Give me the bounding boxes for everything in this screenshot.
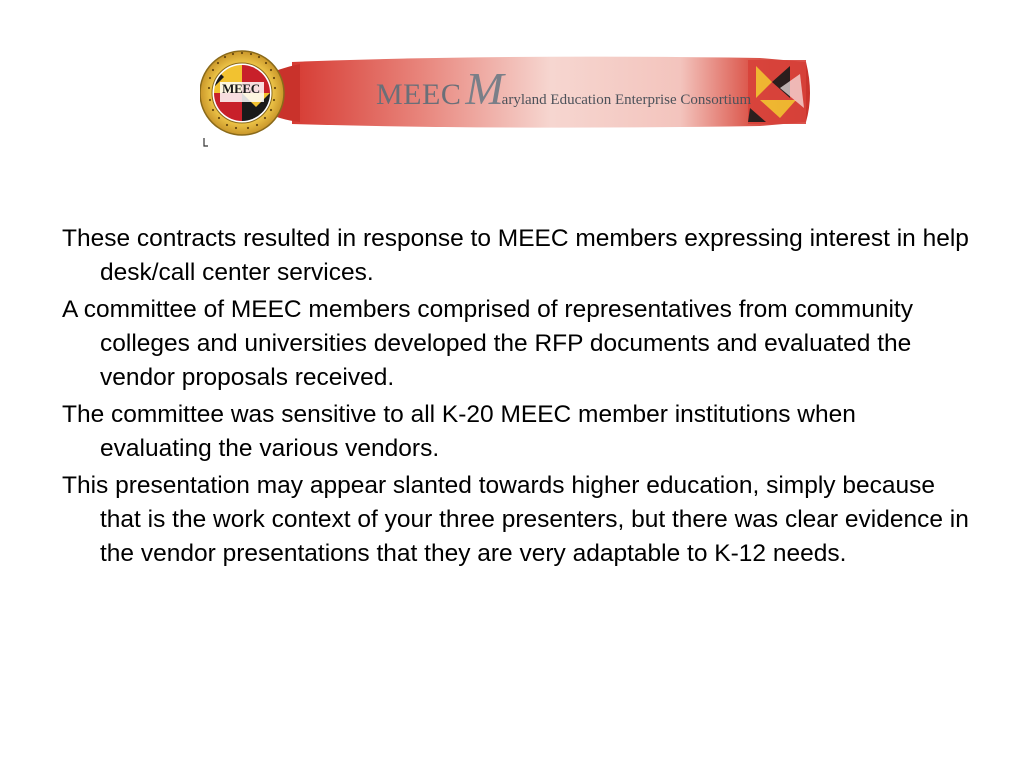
meec-banner (200, 38, 812, 148)
flag-pattern (748, 60, 806, 124)
banner-acronym: MEEC (376, 78, 462, 111)
slide-body (62, 222, 972, 574)
bullet-paragraph-4: This presentation may appear slanted towards higher education, simply because that is the work context of your three presenters, but there was clear evidence in the vendor presentations that they are very adaptable to K-12 needs. (62, 472, 969, 567)
banner-script-initial: M (465, 63, 504, 114)
seal-label: MEEC (222, 81, 260, 96)
banner-organization-name: aryland Education Enterprise Consortium (501, 92, 752, 108)
bullet-paragraph-2: A committee of MEEC members comprised of representatives from community colleges and universities developed the RFP documents and evaluated the vendor proposals received. (62, 296, 913, 391)
bullet-paragraph-3: The committee was sensitive to all K-20 MEEC member institutions when evaluating the various vendors. (62, 401, 856, 462)
bullet-paragraph-1: These contracts resulted in response to MEEC members expressing interest in help desk/call center services. (62, 225, 969, 286)
banner-title (376, 63, 752, 114)
